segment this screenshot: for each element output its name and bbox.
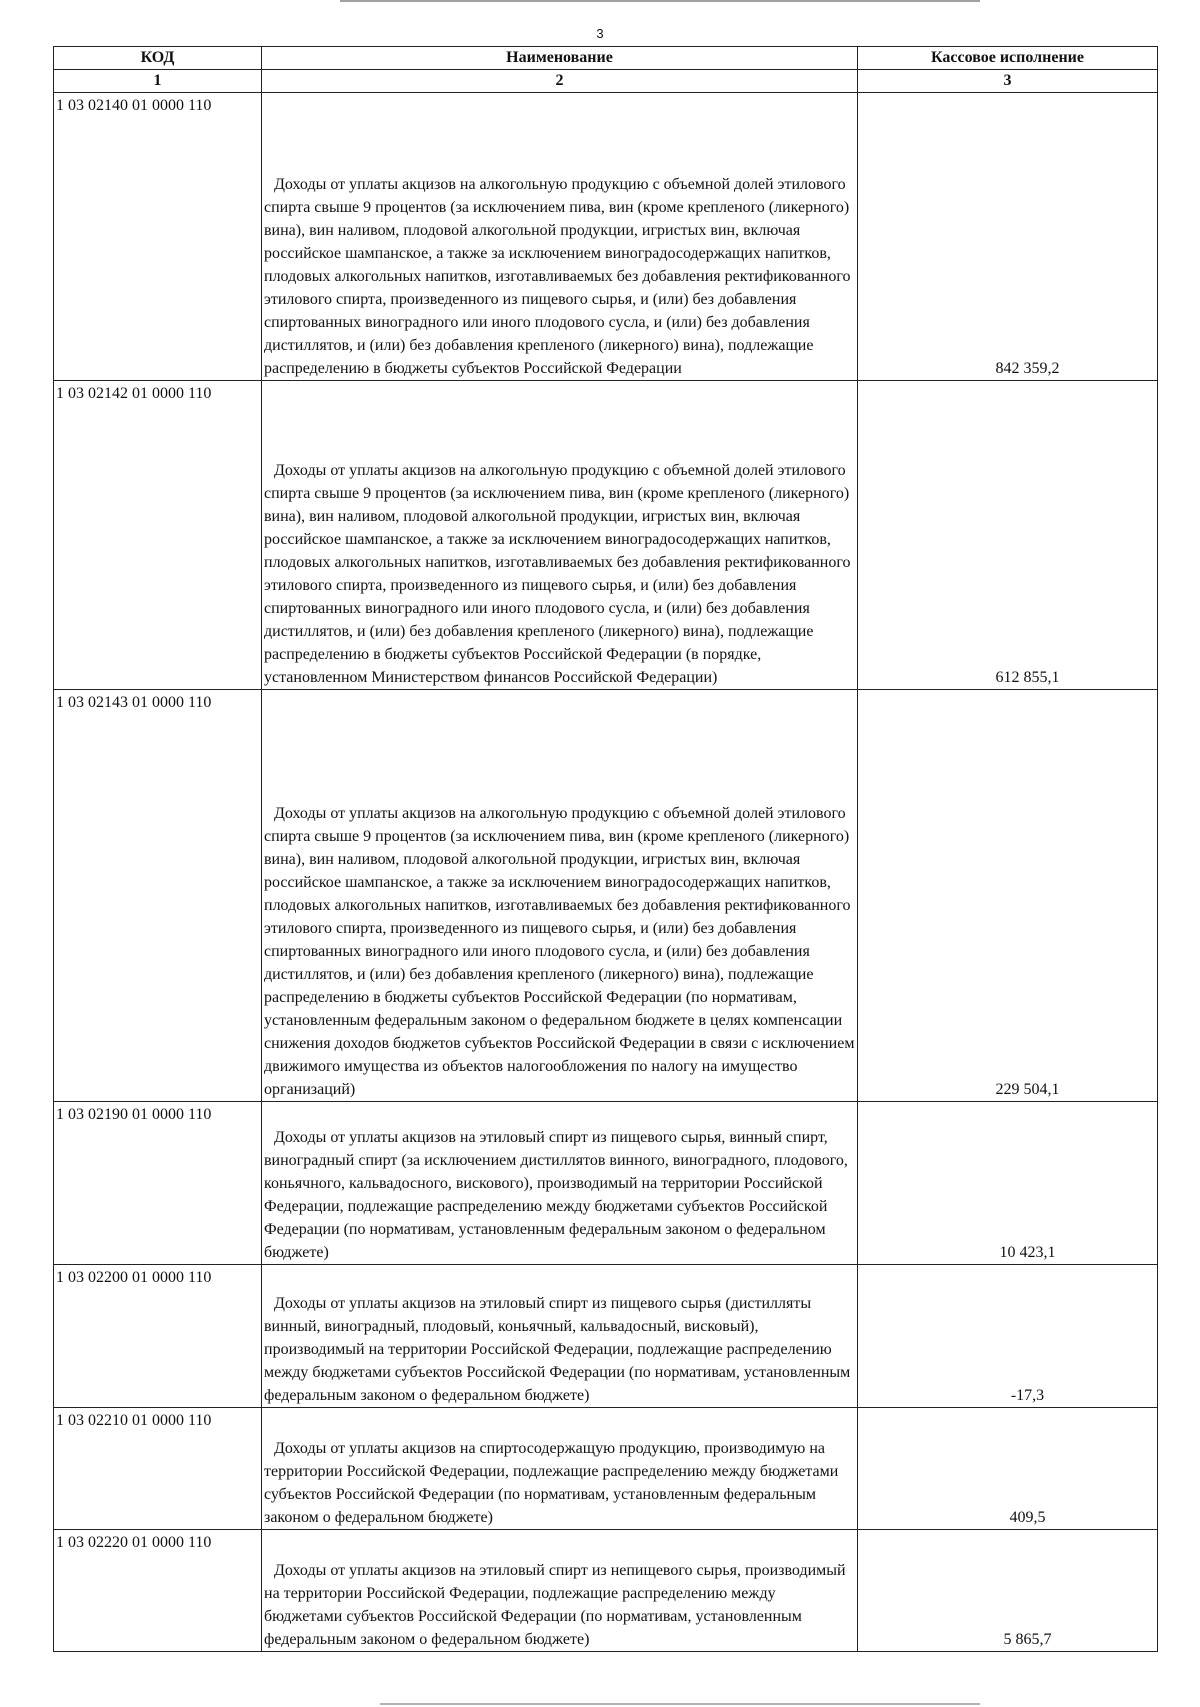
row-amount: -17,3 <box>858 1265 1158 1408</box>
table-row <box>54 1102 1158 1265</box>
row-name-text: Доходы от уплаты акцизов на этиловый спирт из пищевого сырья, винный спирт, виноградный спирт (за исключением дистиллятов винного, виноградного, плодового, коньячного, кальвадосного, вискового), производимый на территории Российской Федерации, подлежащие распределению между бюджетами субъектов Российской Федерации (по нормативам, установленным федеральным законом о федеральном бюджете) <box>264 1129 848 1261</box>
row-amount: 229 504,1 <box>858 690 1158 1102</box>
table-row <box>54 1530 1158 1652</box>
table-row <box>54 1408 1158 1530</box>
column-number-1: 1 <box>54 70 262 93</box>
row-name <box>262 93 858 381</box>
table-header-row <box>54 47 1158 70</box>
table-row <box>54 1265 1158 1408</box>
row-name <box>262 1408 858 1530</box>
row-name-text: Доходы от уплаты акцизов на алкогольную продукцию с объемной долей этилового спирта свыше 9 процентов (за исключением пива, вин (кроме крепленого (ликерного) вина), вин наливом, плодовой алкогольной продукции, игристых вин, включая российское шампанское, а также за исключением виноградосодержащих напитков, плодовых алкогольных напитков, изготавливаемых без добавления ректификованного этилового спирта, произведенного из пищевого сырья, и (или) без добавления спиртованных виноградного или иного плодового сусла, и (или) без добавления дистиллятов, и (или) без добавления крепленого (ликерного) вина), подлежащие распределению в бюджеты субъектов Российской Федерации (по нормативам, установленным федеральным законом о федеральном бюджете в целях компенсации снижения доходов бюджетов субъектов Российской Федерации в связи с исключением движимого имущества из объектов налогообложения по налогу на имущество организаций) <box>264 805 855 1098</box>
row-code: 1 03 02210 01 0000 110 <box>54 1408 262 1530</box>
row-name <box>262 1102 858 1265</box>
row-code: 1 03 02140 01 0000 110 <box>54 93 262 381</box>
row-amount: 409,5 <box>858 1408 1158 1530</box>
row-name-text: Доходы от уплаты акцизов на алкогольную продукцию с объемной долей этилового спирта свыше 9 процентов (за исключением пива, вин (кроме крепленого (ликерного) вина), вин наливом, плодовой алкогольной продукции, игристых вин, включая российское шампанское, а также за исключением виноградосодержащих напитков, плодовых алкогольных напитков, изготавливаемых без добавления ректификованного этилового спирта, произведенного из пищевого сырья, и (или) без добавления спиртованных виноградного или иного плодового сусла, и (или) без добавления дистиллятов, и (или) без добавления крепленого (ликерного) вина), подлежащие распределению в бюджеты субъектов Российской Федерации <box>264 176 851 377</box>
row-name <box>262 1265 858 1408</box>
row-code: 1 03 02143 01 0000 110 <box>54 690 262 1102</box>
header-amount: Кассовое исполнение <box>858 47 1158 70</box>
row-amount: 612 855,1 <box>858 381 1158 690</box>
row-code: 1 03 02142 01 0000 110 <box>54 381 262 690</box>
row-name-text: Доходы от уплаты акцизов на спиртосодержащую продукцию, производимую на территории Российской Федерации, подлежащие распределению между бюджетами субъектов Российской Федерации (по нормативам, установленным федеральным законом о федеральном бюджете) <box>264 1440 839 1526</box>
row-amount: 5 865,7 <box>858 1530 1158 1652</box>
scan-bottom-edge <box>380 1700 980 1705</box>
header-name: Наименование <box>262 47 858 70</box>
header-code: КОД <box>54 47 262 70</box>
table-row <box>54 93 1158 381</box>
table-row <box>54 690 1158 1102</box>
row-amount: 10 423,1 <box>858 1102 1158 1265</box>
table-row <box>54 381 1158 690</box>
row-code: 1 03 02220 01 0000 110 <box>54 1530 262 1652</box>
row-name-text: Доходы от уплаты акцизов на этиловый спирт из пищевого сырья (дистилляты винный, виноградный, плодовый, коньячный, кальвадосный, висковый), производимый на территории Российской Федерации, подлежащие распределению между бюджетами субъектов Российской Федерации (по нормативам, установленным федеральным законом о федеральном бюджете) <box>264 1295 851 1404</box>
page-number: 3 <box>596 26 604 41</box>
row-name-text: Доходы от уплаты акцизов на этиловый спирт из непищевого сырья, производимый на территории Российской Федерации, подлежащие распределению между бюджетами субъектов Российской Федерации (по нормативам, установленным федеральным законом о федеральном бюджете) <box>264 1562 846 1648</box>
row-code: 1 03 02200 01 0000 110 <box>54 1265 262 1408</box>
row-name <box>262 1530 858 1652</box>
table-column-numbers-row <box>54 70 1158 93</box>
scan-top-edge <box>340 0 980 5</box>
column-number-2: 2 <box>262 70 858 93</box>
row-name <box>262 381 858 690</box>
row-name <box>262 690 858 1102</box>
row-code: 1 03 02190 01 0000 110 <box>54 1102 262 1265</box>
row-name-text: Доходы от уплаты акцизов на алкогольную продукцию с объемной долей этилового спирта свыше 9 процентов (за исключением пива, вин (кроме крепленого (ликерного) вина), вин наливом, плодовой алкогольной продукции, игристых вин, включая российское шампанское, а также за исключением виноградосодержащих напитков, плодовых алкогольных напитков, изготавливаемых без добавления ректификованного этилового спирта, произведенного из пищевого сырья, и (или) без добавления спиртованных виноградного или иного плодового сусла, и (или) без добавления дистиллятов, и (или) без добавления крепленого (ликерного) вина), подлежащие распределению в бюджеты субъектов Российской Федерации (в порядке, установленном Министерством финансов Российской Федерации) <box>264 462 851 686</box>
row-amount: 842 359,2 <box>858 93 1158 381</box>
column-number-3: 3 <box>858 70 1158 93</box>
revenue-table <box>53 46 1158 1652</box>
